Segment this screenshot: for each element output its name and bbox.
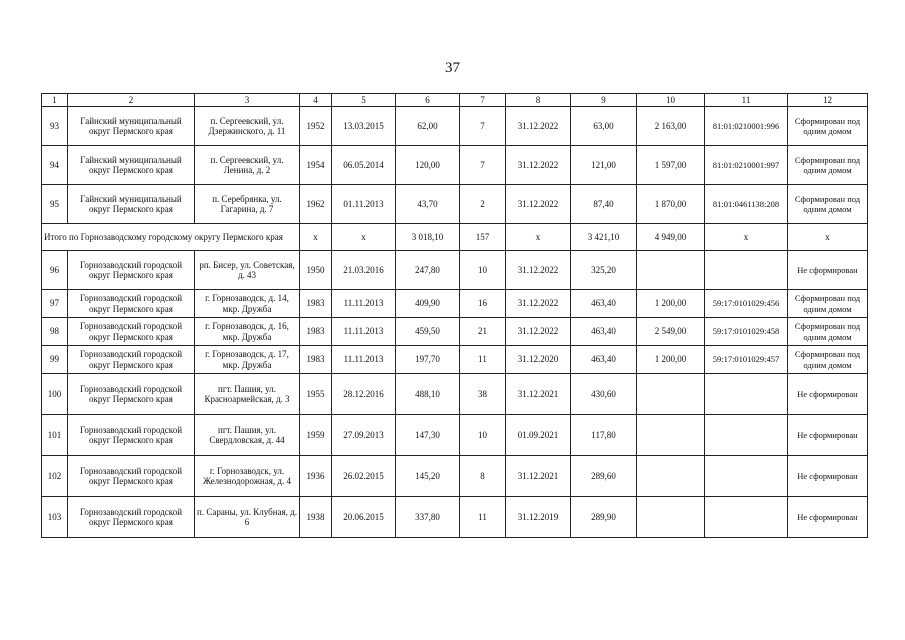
address-cell: г. Горнозаводск, ул. Железнодорожная, д. 4 xyxy=(195,456,300,497)
area-cell: 43,70 xyxy=(396,185,460,224)
build-year-cell: 1983 xyxy=(300,318,332,346)
area-cell: 409,90 xyxy=(396,290,460,318)
resettlement-date-cell: 31.12.2019 xyxy=(506,497,571,538)
resettlement-date-cell: 31.12.2022 xyxy=(506,318,571,346)
land-area-cell: 2 163,00 xyxy=(637,107,705,146)
municipality-cell: Горнозаводский городской округ Пермского края xyxy=(68,290,195,318)
build-year-cell: 1950 xyxy=(300,251,332,290)
land-area-cell: 1 200,00 xyxy=(637,290,705,318)
column-number-header: 8 xyxy=(506,94,571,107)
resettlement-date-cell: 31.12.2021 xyxy=(506,374,571,415)
table-row xyxy=(42,185,868,224)
land-area-cell: 1 200,00 xyxy=(637,346,705,374)
land-area-cell xyxy=(637,456,705,497)
build-year-cell: 1983 xyxy=(300,346,332,374)
resettlement-date-cell: 31.12.2022 xyxy=(506,251,571,290)
residents-cell: 16 xyxy=(460,290,506,318)
table-row xyxy=(42,290,868,318)
cadastral-number-cell: 59:17:0101029:456 xyxy=(705,290,788,318)
land-status-cell: Сформирован под одним домом xyxy=(788,346,868,374)
land-status-cell: Сформирован под одним домом xyxy=(788,107,868,146)
resettled-area-cell: 121,00 xyxy=(571,146,637,185)
column-number-header-row xyxy=(42,94,868,107)
municipality-cell: Гайнский муниципальный округ Пермского края xyxy=(68,107,195,146)
municipality-cell: Горнозаводский городской округ Пермского края xyxy=(68,497,195,538)
resettled-area-cell: 87,40 xyxy=(571,185,637,224)
municipality-cell: Горнозаводский городской округ Пермского края xyxy=(68,346,195,374)
resettled-area-cell: 463,40 xyxy=(571,346,637,374)
resettled-area-cell: 117,80 xyxy=(571,415,637,456)
land-status-cell: Не сформирован xyxy=(788,251,868,290)
cadastral-number-cell: 81:01:0210001:996 xyxy=(705,107,788,146)
total-build-year: х xyxy=(300,224,332,251)
column-number-header: 2 xyxy=(68,94,195,107)
resettlement-date-cell: 31.12.2022 xyxy=(506,290,571,318)
total-recognition-date: х xyxy=(332,224,396,251)
build-year-cell: 1938 xyxy=(300,497,332,538)
total-land-area: 4 949,00 xyxy=(637,224,705,251)
column-number-header: 5 xyxy=(332,94,396,107)
cadastral-number-cell xyxy=(705,374,788,415)
total-resettled-area: 3 421,10 xyxy=(571,224,637,251)
land-area-cell xyxy=(637,497,705,538)
resettled-area-cell: 63,00 xyxy=(571,107,637,146)
land-status-cell: Не сформирован xyxy=(788,374,868,415)
row-number-cell: 101 xyxy=(42,415,68,456)
table-row xyxy=(42,107,868,146)
table-row xyxy=(42,146,868,185)
total-cadastral-number: х xyxy=(705,224,788,251)
row-number-cell: 94 xyxy=(42,146,68,185)
land-area-cell: 2 549,00 xyxy=(637,318,705,346)
cadastral-number-cell: 81:01:0210001:997 xyxy=(705,146,788,185)
land-area-cell: 1 597,00 xyxy=(637,146,705,185)
land-status-cell: Не сформирован xyxy=(788,497,868,538)
table-row xyxy=(42,456,868,497)
recognition-date-cell: 20.06.2015 xyxy=(332,497,396,538)
build-year-cell: 1955 xyxy=(300,374,332,415)
recognition-date-cell: 01.11.2013 xyxy=(332,185,396,224)
address-cell: г. Горнозаводск, д. 16, мкр. Дружба xyxy=(195,318,300,346)
housing-register-table xyxy=(41,93,868,538)
cadastral-number-cell: 81:01:0461138:208 xyxy=(705,185,788,224)
land-area-cell: 1 870,00 xyxy=(637,185,705,224)
resettled-area-cell: 463,40 xyxy=(571,290,637,318)
municipality-cell: Горнозаводский городской округ Пермского края xyxy=(68,456,195,497)
build-year-cell: 1962 xyxy=(300,185,332,224)
residents-cell: 2 xyxy=(460,185,506,224)
land-status-cell: Не сформирован xyxy=(788,415,868,456)
column-number-header: 7 xyxy=(460,94,506,107)
residents-cell: 11 xyxy=(460,346,506,374)
municipality-cell: Гайнский муниципальный округ Пермского края xyxy=(68,146,195,185)
address-cell: рп. Бисер, ул. Советская, д. 43 xyxy=(195,251,300,290)
cadastral-number-cell xyxy=(705,251,788,290)
recognition-date-cell: 11.11.2013 xyxy=(332,290,396,318)
municipality-cell: Гайнский муниципальный округ Пермского края xyxy=(68,185,195,224)
table-row xyxy=(42,318,868,346)
build-year-cell: 1952 xyxy=(300,107,332,146)
residents-cell: 21 xyxy=(460,318,506,346)
address-cell: пгт. Пашия, ул. Свердловская, д. 44 xyxy=(195,415,300,456)
resettlement-date-cell: 31.12.2021 xyxy=(506,456,571,497)
cadastral-number-cell xyxy=(705,415,788,456)
recognition-date-cell: 26.02.2015 xyxy=(332,456,396,497)
column-number-header: 10 xyxy=(637,94,705,107)
recognition-date-cell: 11.11.2013 xyxy=(332,346,396,374)
row-number-cell: 98 xyxy=(42,318,68,346)
resettlement-date-cell: 31.12.2022 xyxy=(506,146,571,185)
municipality-cell: Горнозаводский городской округ Пермского края xyxy=(68,318,195,346)
build-year-cell: 1959 xyxy=(300,415,332,456)
municipality-cell: Горнозаводский городской округ Пермского края xyxy=(68,415,195,456)
recognition-date-cell: 27.09.2013 xyxy=(332,415,396,456)
address-cell: г. Горнозаводск, д. 17, мкр. Дружба xyxy=(195,346,300,374)
row-number-cell: 97 xyxy=(42,290,68,318)
resettled-area-cell: 430,60 xyxy=(571,374,637,415)
area-cell: 145,20 xyxy=(396,456,460,497)
total-label: Итого по Горнозаводскому городскому округу Пермского края xyxy=(42,224,300,251)
row-number-cell: 100 xyxy=(42,374,68,415)
residents-cell: 7 xyxy=(460,107,506,146)
area-cell: 337,80 xyxy=(396,497,460,538)
address-cell: г. Горнозаводск, д. 14, мкр. Дружба xyxy=(195,290,300,318)
address-cell: п. Серебрянка, ул. Гагарина, д. 7 xyxy=(195,185,300,224)
total-area: 3 018,10 xyxy=(396,224,460,251)
address-cell: п. Сергеевский, ул. Ленина, д. 2 xyxy=(195,146,300,185)
land-area-cell xyxy=(637,374,705,415)
cadastral-number-cell: 59:17:0101029:458 xyxy=(705,318,788,346)
resettlement-date-cell: 01.09.2021 xyxy=(506,415,571,456)
table-row xyxy=(42,415,868,456)
area-cell: 147,30 xyxy=(396,415,460,456)
resettled-area-cell: 325,20 xyxy=(571,251,637,290)
area-cell: 62,00 xyxy=(396,107,460,146)
land-area-cell xyxy=(637,415,705,456)
column-number-header: 12 xyxy=(788,94,868,107)
residents-cell: 8 xyxy=(460,456,506,497)
recognition-date-cell: 28.12.2016 xyxy=(332,374,396,415)
address-cell: пгт. Пашия, ул. Красноармейская, д. 3 xyxy=(195,374,300,415)
total-land-status: х xyxy=(788,224,868,251)
recognition-date-cell: 13.03.2015 xyxy=(332,107,396,146)
recognition-date-cell: 11.11.2013 xyxy=(332,318,396,346)
land-status-cell: Не сформирован xyxy=(788,456,868,497)
resettled-area-cell: 289,60 xyxy=(571,456,637,497)
column-number-header: 1 xyxy=(42,94,68,107)
table-row xyxy=(42,497,868,538)
row-number-cell: 93 xyxy=(42,107,68,146)
residents-cell: 7 xyxy=(460,146,506,185)
address-cell: п. Сараны, ул. Клубная, д. 6 xyxy=(195,497,300,538)
area-cell: 459,50 xyxy=(396,318,460,346)
cadastral-number-cell xyxy=(705,456,788,497)
total-resettlement-date: х xyxy=(506,224,571,251)
cadastral-number-cell: 59:17:0101029:457 xyxy=(705,346,788,374)
resettlement-date-cell: 31.12.2020 xyxy=(506,346,571,374)
resettlement-date-cell: 31.12.2022 xyxy=(506,185,571,224)
table-row xyxy=(42,251,868,290)
recognition-date-cell: 06.05.2014 xyxy=(332,146,396,185)
column-number-header: 11 xyxy=(705,94,788,107)
residents-cell: 10 xyxy=(460,415,506,456)
total-row xyxy=(42,224,868,251)
cadastral-number-cell xyxy=(705,497,788,538)
row-number-cell: 95 xyxy=(42,185,68,224)
residents-cell: 38 xyxy=(460,374,506,415)
column-number-header: 9 xyxy=(571,94,637,107)
resettled-area-cell: 289,90 xyxy=(571,497,637,538)
build-year-cell: 1983 xyxy=(300,290,332,318)
column-number-header: 3 xyxy=(195,94,300,107)
land-status-cell: Сформирован под одним домом xyxy=(788,318,868,346)
area-cell: 120,00 xyxy=(396,146,460,185)
table-row xyxy=(42,346,868,374)
land-status-cell: Сформирован под одним домом xyxy=(788,290,868,318)
area-cell: 247,80 xyxy=(396,251,460,290)
land-area-cell xyxy=(637,251,705,290)
area-cell: 197,70 xyxy=(396,346,460,374)
resettlement-date-cell: 31.12.2022 xyxy=(506,107,571,146)
area-cell: 488,10 xyxy=(396,374,460,415)
municipality-cell: Горнозаводский городской округ Пермского края xyxy=(68,251,195,290)
land-status-cell: Сформирован под одним домом xyxy=(788,185,868,224)
page-number: 37 xyxy=(445,60,460,76)
row-number-cell: 102 xyxy=(42,456,68,497)
row-number-cell: 96 xyxy=(42,251,68,290)
residents-cell: 11 xyxy=(460,497,506,538)
build-year-cell: 1954 xyxy=(300,146,332,185)
column-number-header: 4 xyxy=(300,94,332,107)
total-residents: 157 xyxy=(460,224,506,251)
row-number-cell: 103 xyxy=(42,497,68,538)
land-status-cell: Сформирован под одним домом xyxy=(788,146,868,185)
municipality-cell: Горнозаводский городской округ Пермского края xyxy=(68,374,195,415)
residents-cell: 10 xyxy=(460,251,506,290)
build-year-cell: 1936 xyxy=(300,456,332,497)
recognition-date-cell: 21.03.2016 xyxy=(332,251,396,290)
column-number-header: 6 xyxy=(396,94,460,107)
resettled-area-cell: 463,40 xyxy=(571,318,637,346)
table-row xyxy=(42,374,868,415)
address-cell: п. Сергеевский, ул. Дзержинского, д. 11 xyxy=(195,107,300,146)
row-number-cell: 99 xyxy=(42,346,68,374)
